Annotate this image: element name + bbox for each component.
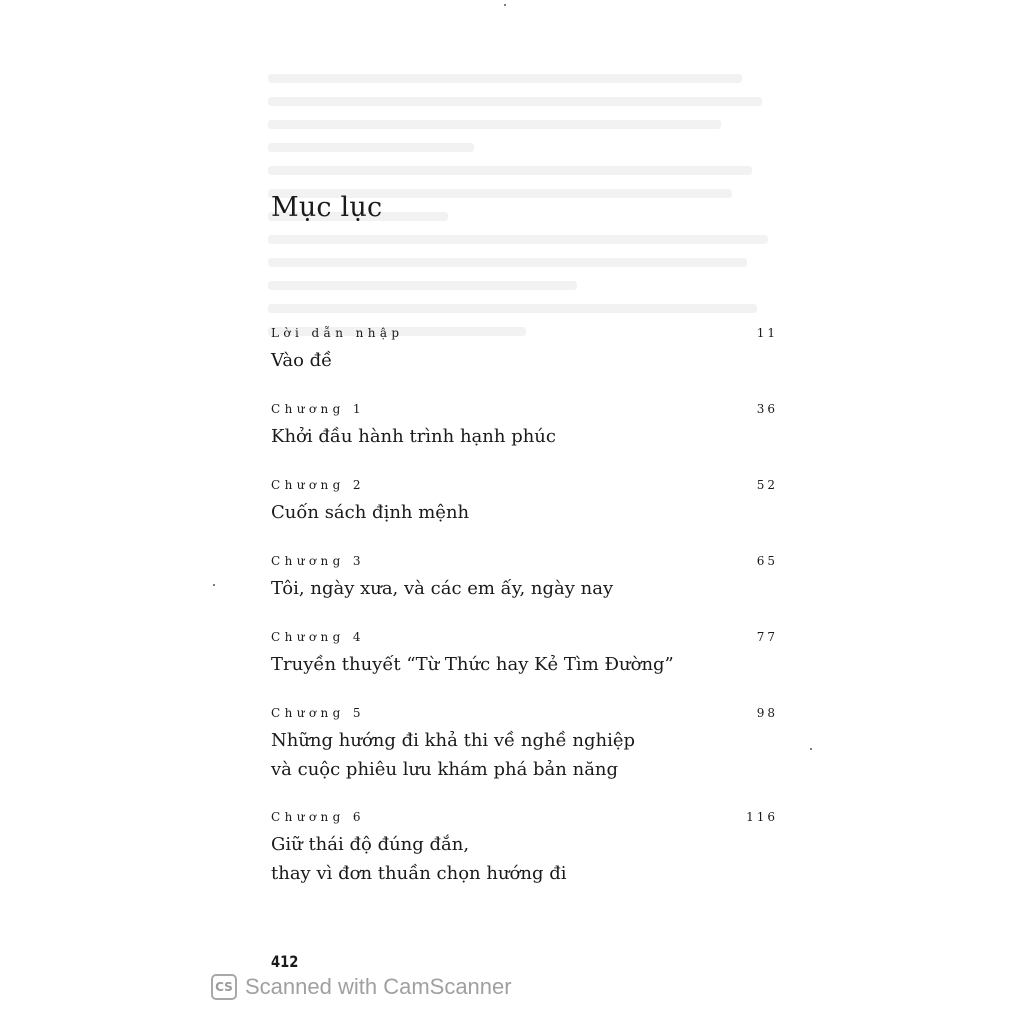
- scan-speck: [504, 4, 506, 6]
- toc-title: Mục lục: [271, 192, 383, 223]
- toc-entry-title: Cuốn sách định mệnh: [271, 502, 470, 523]
- toc-entry-title: Giữ thái độ đúng đắn, thay vì đơn thuần chọn hướng đi: [271, 834, 567, 884]
- scan-speck: [213, 584, 215, 586]
- page-number: 412: [271, 952, 299, 971]
- toc-entry-label: Chương 5: [271, 706, 365, 720]
- toc-entry-page: 11: [756, 326, 778, 340]
- toc-entry-title: Vào đề: [271, 350, 333, 371]
- toc-entry-label: Lời dẫn nhập: [271, 326, 404, 340]
- bleed-through-text: [268, 60, 783, 450]
- toc-entry-title: Khởi đầu hành trình hạnh phúc: [271, 426, 556, 447]
- toc-entry-label: Chương 6: [271, 810, 365, 824]
- toc-entry-page: 36: [756, 402, 778, 416]
- toc-entry-title: Truyền thuyết “Từ Thức hay Kẻ Tìm Đường”: [271, 654, 674, 675]
- toc-entry-page: 116: [746, 810, 778, 824]
- toc-entry-page: 98: [756, 706, 778, 720]
- toc-entry-label: Chương 2: [271, 478, 365, 492]
- toc-entry-label: Chương 3: [271, 554, 365, 568]
- camscanner-watermark: [211, 971, 512, 1003]
- camscanner-logo-icon: CS: [211, 974, 237, 1000]
- scan-speck: [810, 748, 812, 750]
- toc-entry-title: Những hướng đi khả thi về nghề nghiệp và cuộc phiêu lưu khám phá bản năng: [271, 730, 635, 780]
- toc-entry-label: Chương 4: [271, 630, 365, 644]
- toc-entry-label: Chương 1: [271, 402, 365, 416]
- toc-entry-page: 52: [756, 478, 778, 492]
- toc-entry-page: 77: [756, 630, 778, 644]
- watermark-text: Scanned with CamScanner: [245, 974, 512, 999]
- toc-entry-title: Tôi, ngày xưa, và các em ấy, ngày nay: [271, 578, 614, 599]
- toc-entry-page: 65: [756, 554, 778, 568]
